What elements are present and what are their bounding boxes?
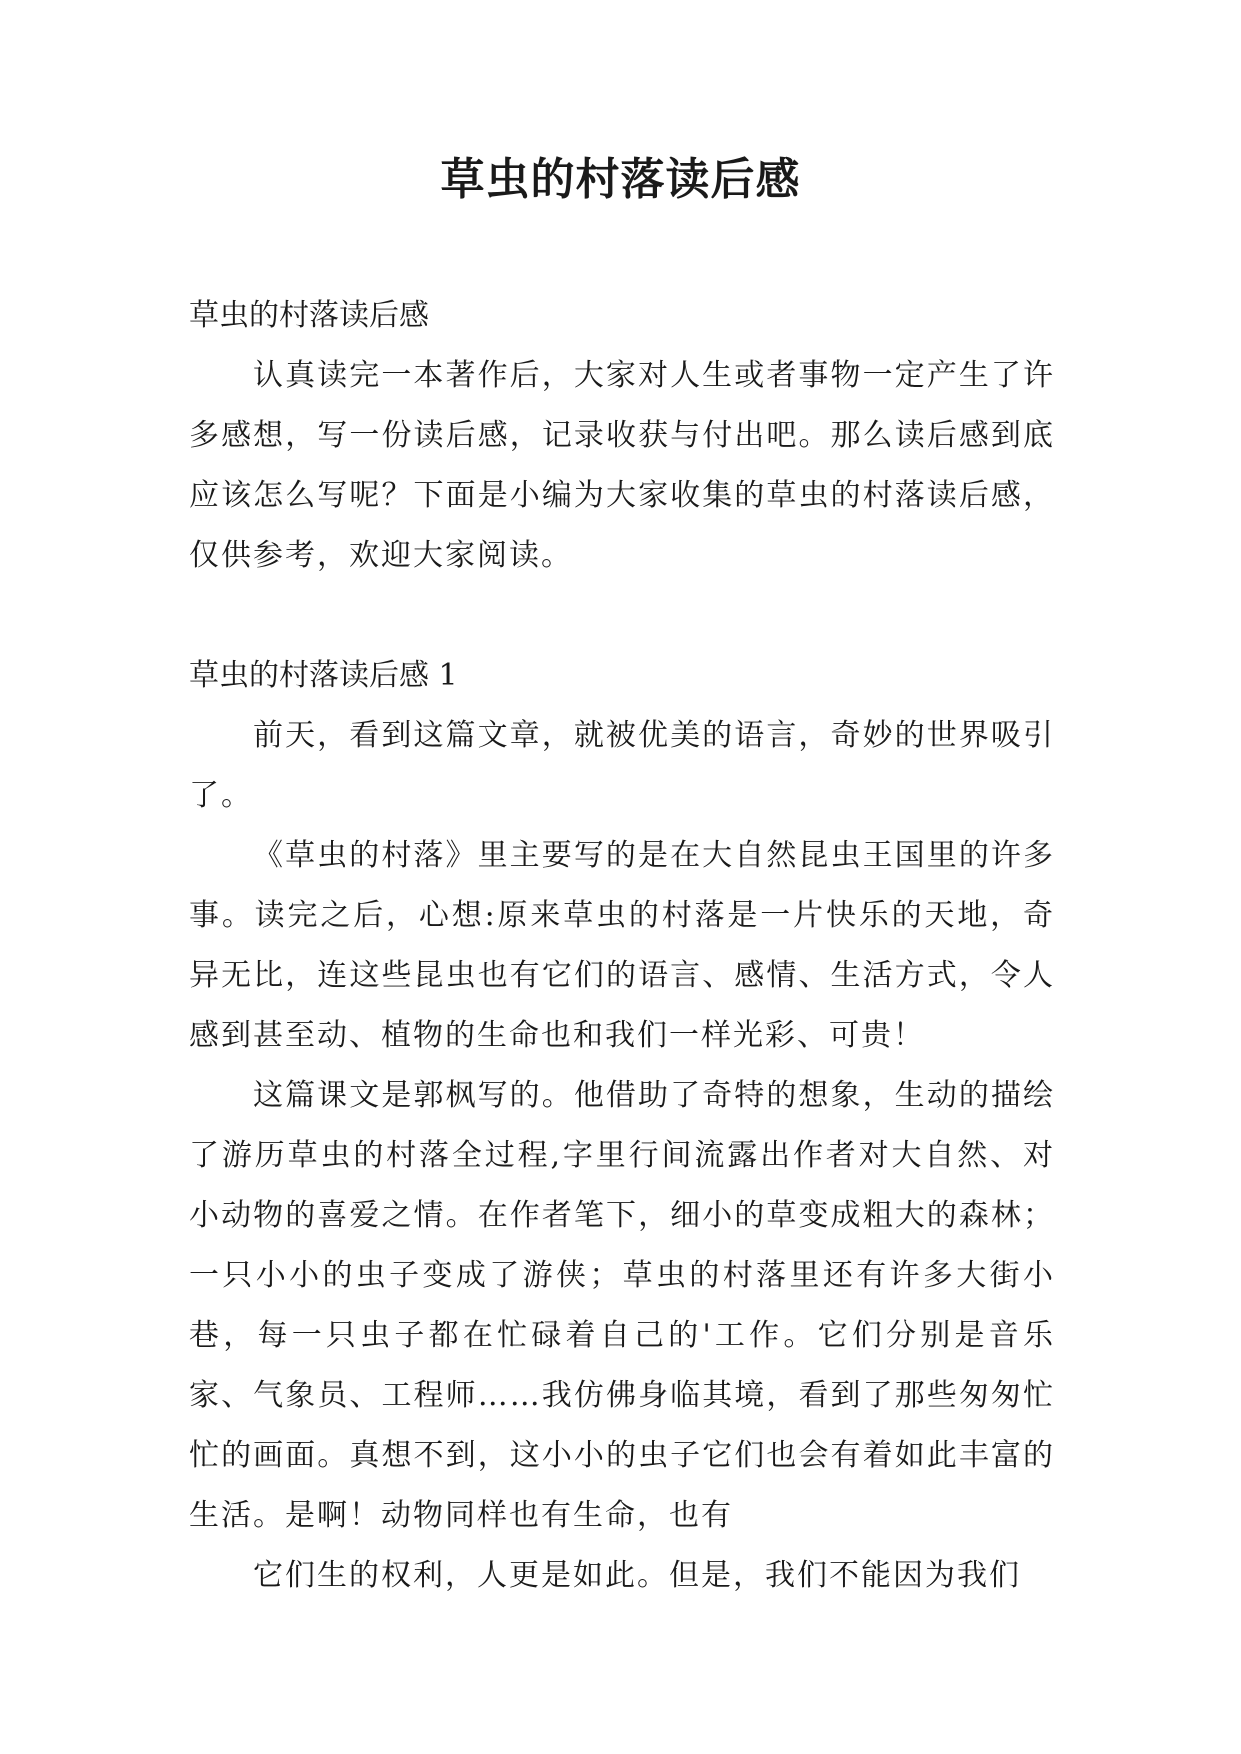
section1-paragraph-3: 这篇课文是郭枫写的。他借助了奇特的想象，生动的描绘了游历草虫的村落全过程,字里行间流露出作者对大自然、对小动物的喜爱之情。在作者笔下，细小的草变成粗大的森林；一只小小的虫子变成了游侠；草虫的村落里还有许多大街小巷，每一只虫子都在忙碌着自己的'工作。它们分别是音乐家、气象员、工程师……我仿佛身临其境，看到了那些匆匆忙忙的画面。真想不到，这小小的虫子它们也会有着如此丰富的生活。是啊！动物同样也有生命，也有: [189, 1078, 1055, 1533]
document-body: [189, 286, 1055, 1606]
document-title: 草虫的村落读后感: [440, 154, 801, 205]
section-spacer: [189, 586, 1055, 646]
section1-paragraph-2: 《草虫的村落》里主要写的是在大自然昆虫王国里的许多事。读完之后，心想:原来草虫的村落是一片快乐的天地，奇异无比，连这些昆虫也有它们的语言、感情、生活方式，令人感到甚至动、植物的生命也和我们一样光彩、可贵！: [189, 838, 1055, 1053]
intro-heading: 草虫的村落读后感: [189, 298, 429, 333]
section1-heading: 草虫的村落读后感 1: [189, 658, 458, 693]
intro-paragraph: 认真读完一本著作后，大家对人生或者事物一定产生了许多感想，写一份读后感，记录收获与付出吧。那么读后感到底应该怎么写呢？下面是小编为大家收集的草虫的村落读后感，仅供参考，欢迎大家阅读。: [189, 358, 1055, 573]
section1-paragraph-1: 前天，看到这篇文章，就被优美的语言，奇妙的世界吸引了。: [189, 718, 1055, 813]
section1-paragraph-4: 它们生的权利，人更是如此。但是，我们不能因为我们: [253, 1558, 1021, 1593]
